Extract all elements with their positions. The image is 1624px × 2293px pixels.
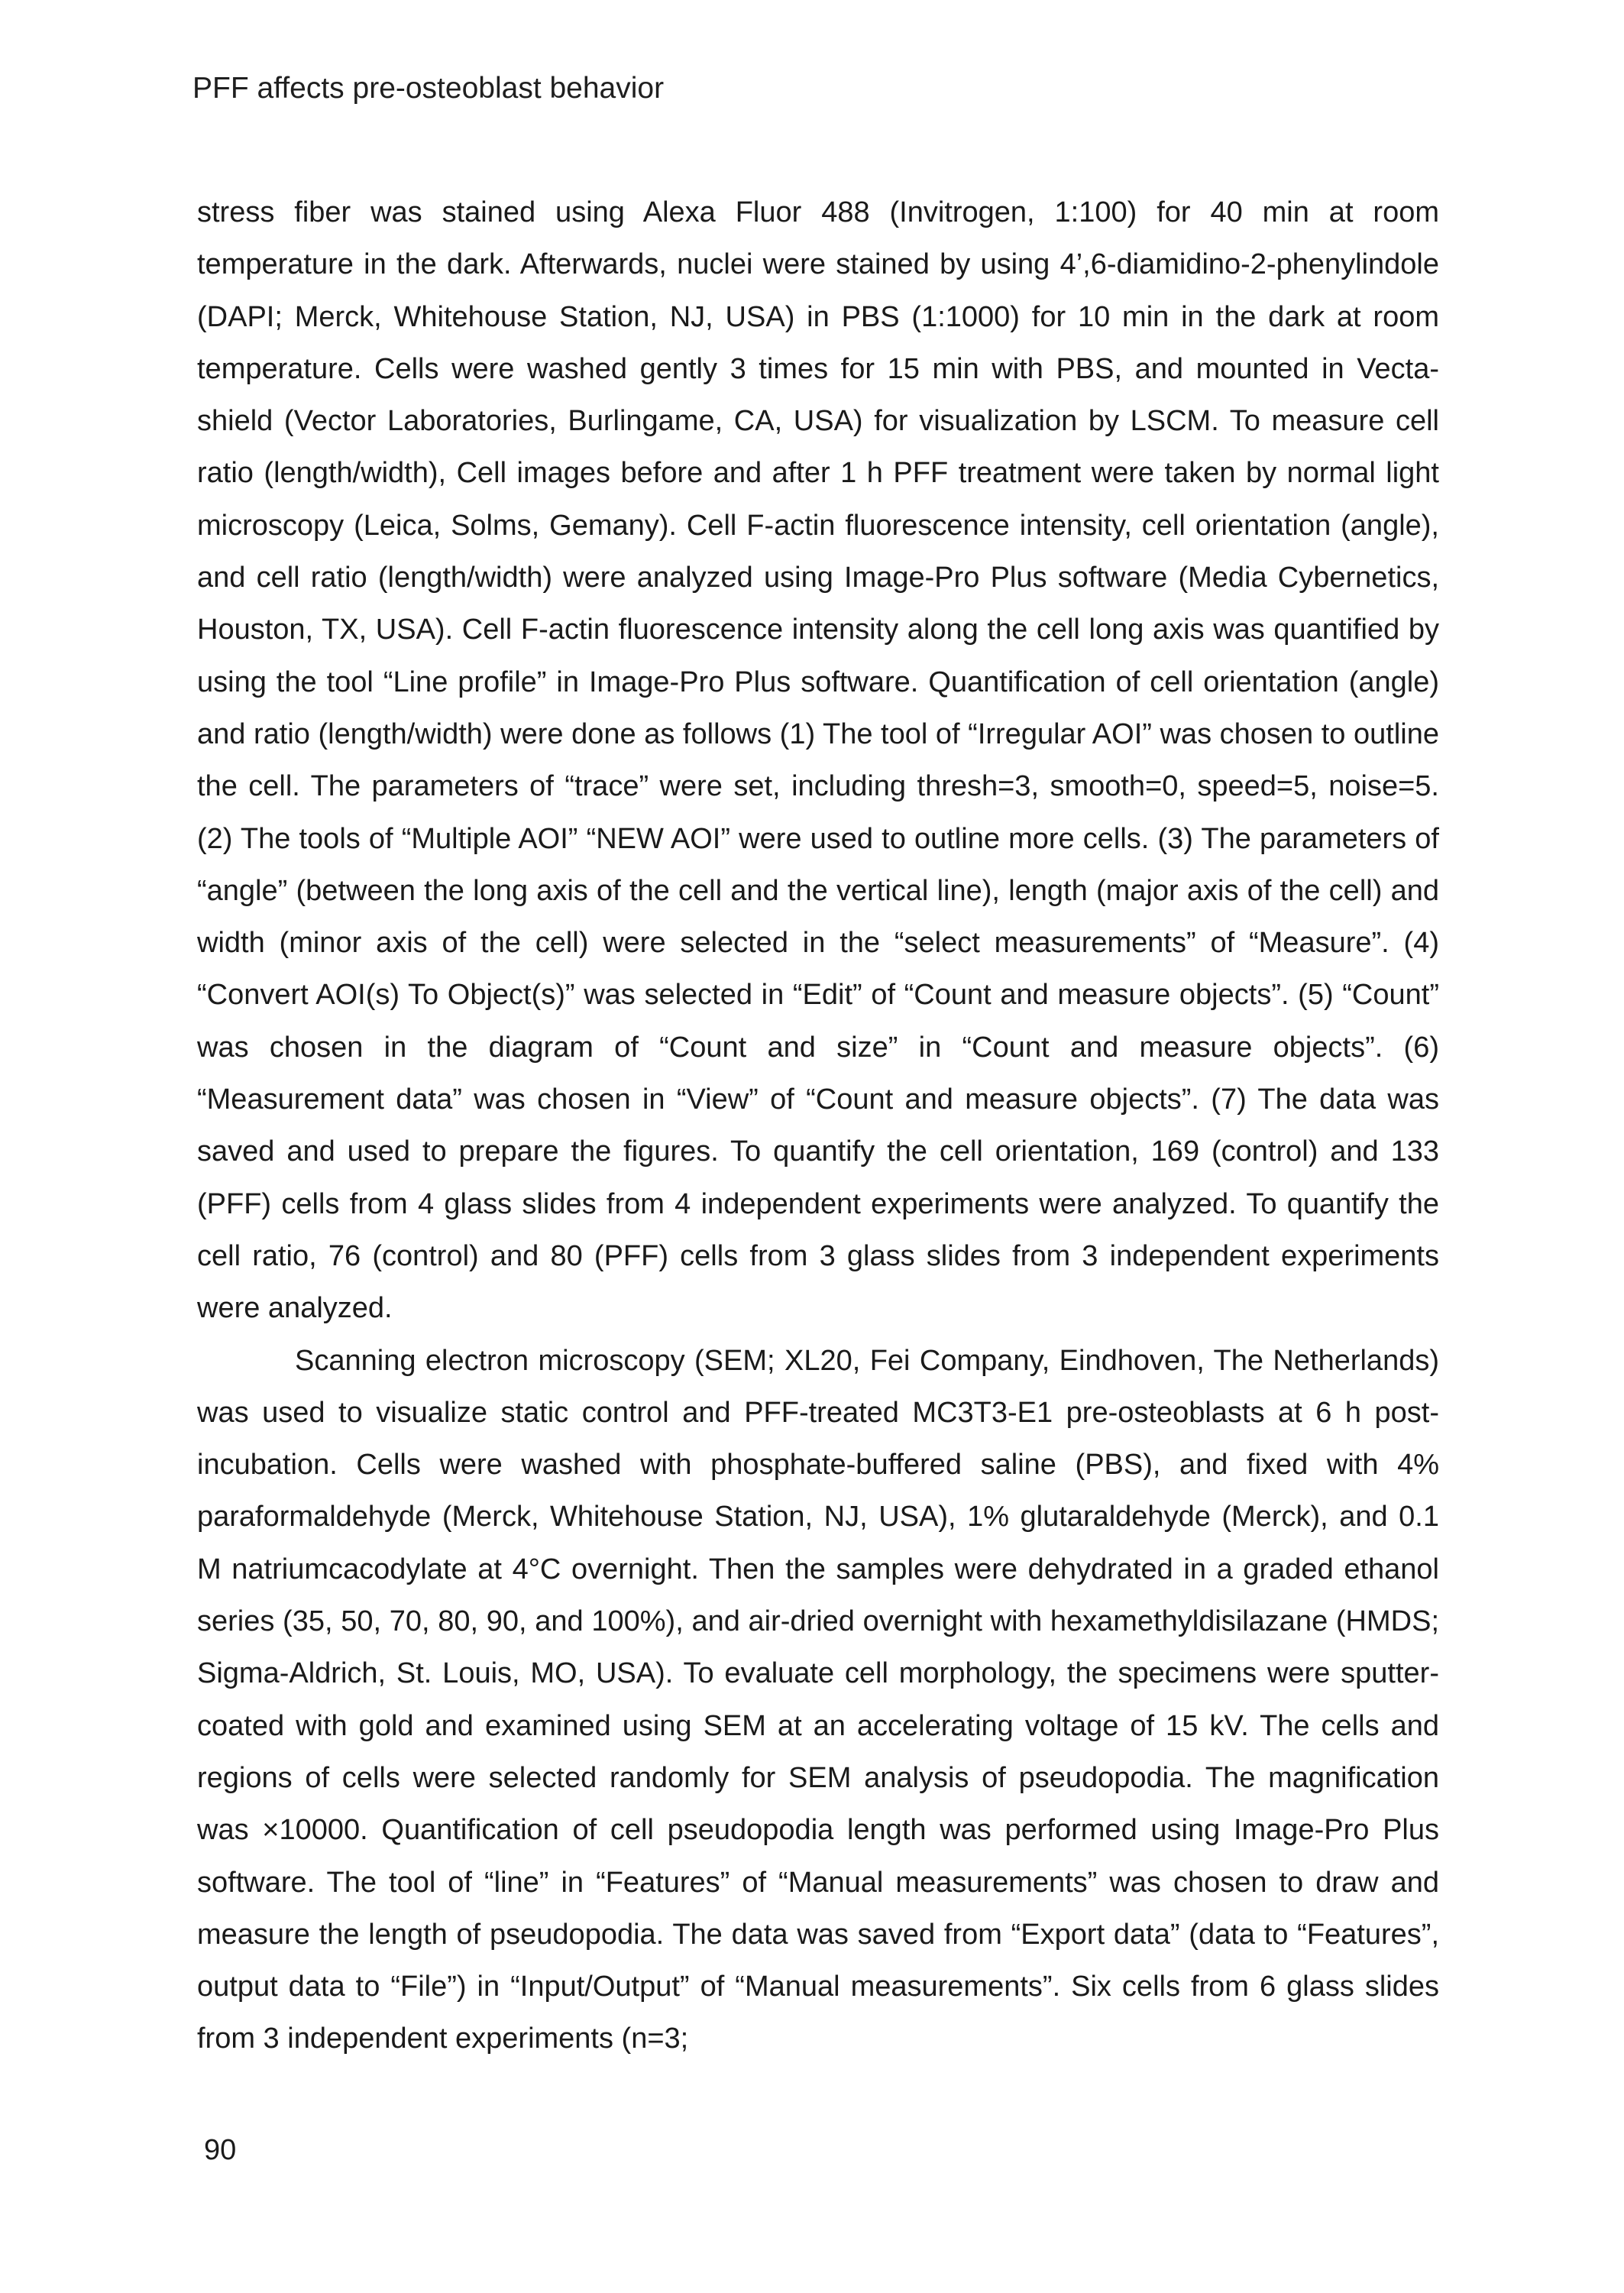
paragraph-methods-sem: Scanning electron microscopy (SEM; XL20, Fei Company, Eindhoven, The Netherlands) was used to visualize static control and PFF-treated MC3T3-E1 pre-osteoblasts at 6 h post-incubation. Cells were washed with phosphate-buffered saline (PBS), and fixed with 4% paraformaldehyde (Merck, Whitehouse Station, NJ, USA), 1% glutaraldehyde (Merck), and 0.1 M natriumcacodylate at 4°C overnight. Then the samples were dehydrated in a graded ethanol series (35, 50, 70, 80, 90, and 100%), and air-dried overnight with hexamethyldisilazane (HMDS; Sigma-Aldrich, St. Louis, MO, USA). To evaluate cell morphology, the specimens were sputter-coated with gold and examined using SEM at an accelerating voltage of 15 kV. The cells and regions of cells were selected randomly for SEM analysis of pseudopodia. The magnification was ×10000. Quantification of cell pseudopodia length was performed using Image-Pro Plus software. The tool of “line” in “Features” of “Manual measurements” was chosen to draw and measure the length of pseudopodia. The data was saved from “Export data” (data to “Features”, output data to “File”) in “Input/Output” of “Manual measurements”. Six cells from 6 glass slides from 3 independent experiments (n=3; (197, 1344, 1439, 2055)
body-text (197, 186, 1439, 2065)
page-number: 90 (204, 2134, 237, 2166)
running-header: PFF affects pre-osteoblast behavior (192, 72, 665, 105)
paragraph-methods-staining: stress fiber was stained using Alexa Fluor 488 (Invitrogen, 1:100) for 40 min at room temperature in the dark. Afterwards, nuclei were stained by using 4’,6-diamidino-2-phenylindole (DAPI; Merck, Whitehouse Station, NJ, USA) in PBS (1:1000) for 10 min in the dark at room temperature. Cells were washed gently 3 times for 15 min with PBS, and mounted in Vecta-shield (Vector Laboratories, Burlingame, CA, USA) for visualization by LSCM. To measure cell ratio (length/width), Cell images before and after 1 h PFF treatment were taken by normal light microscopy (Leica, Solms, Gemany). Cell F-actin fluorescence intensity, cell orientation (angle), and cell ratio (length/width) were analyzed using Image-Pro Plus software (Media Cybernetics, Houston, TX, USA). Cell F-actin fluorescence intensity along the cell long axis was quantified by using the tool “Line profile” in Image-Pro Plus software. Quantification of cell orientation (angle) and ratio (length/width) were done as follows (1) The tool of “Irregular AOI” was chosen to outline the cell. The parameters of “trace” were set, including thresh=3, smooth=0, speed=5, noise=5. (2) The tools of “Multiple AOI” “NEW AOI” were used to outline more cells. (3) The parameters of “angle” (between the long axis of the cell and the vertical line), length (major axis of the cell) and width (minor axis of the cell) were selected in the “select measurements” of “Measure”. (4) “Convert AOI(s) To Object(s)” was selected in “Edit” of “Count and measure objects”. (5) “Count” was chosen in the diagram of “Count and size” in “Count and measure objects”. (6) “Measurement data” was chosen in “View” of “Count and measure objects”. (7) The data was saved and used to prepare the figures. To quantify the cell orientation, 169 (control) and 133 (PFF) cells from 4 glass slides from 4 independent experiments were analyzed. To quantify the cell ratio, 76 (control) and 80 (PFF) cells from 3 glass slides from 3 independent experiments were analyzed. (197, 196, 1439, 1325)
